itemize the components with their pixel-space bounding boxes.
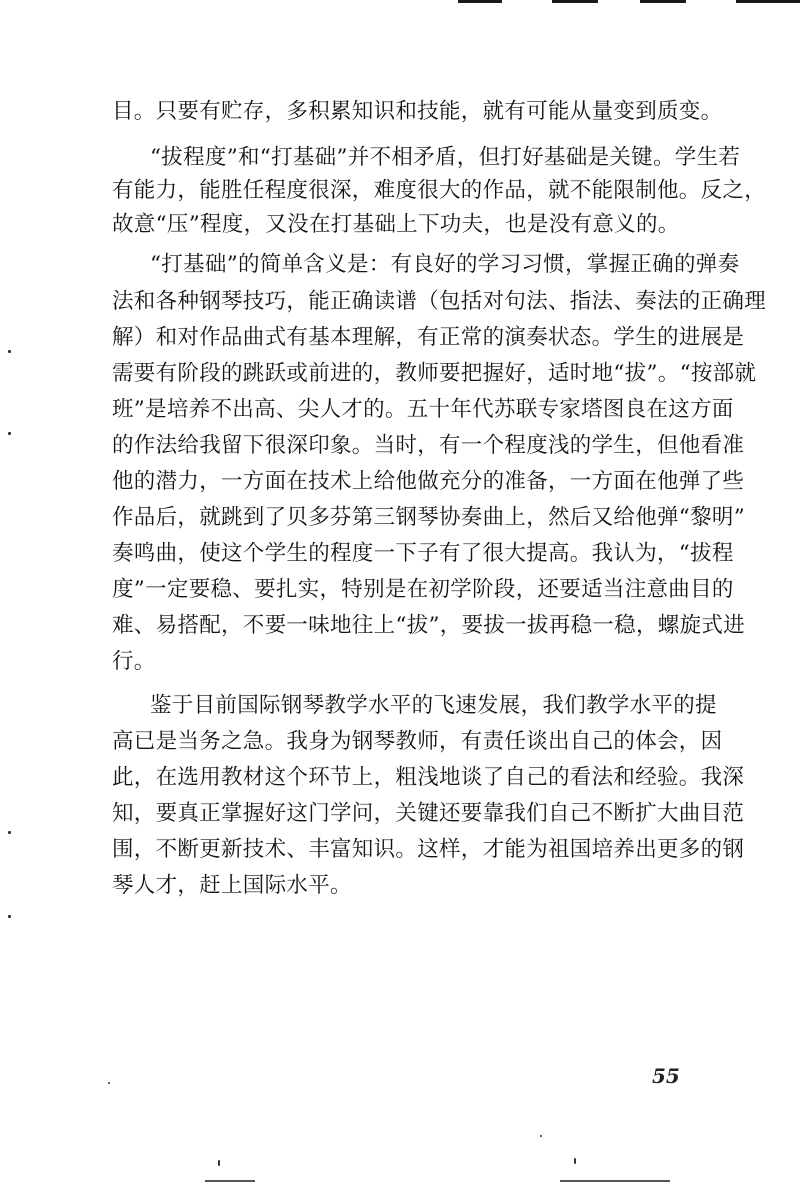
scan-speck xyxy=(205,1180,255,1182)
text-line: 知，要真正掌握好这门学问，关键还要靠我们自己不断扩大曲目范 xyxy=(112,801,745,826)
top-rule xyxy=(736,0,800,3)
scan-speck xyxy=(8,432,11,435)
scan-speck xyxy=(574,1158,576,1164)
scan-speck xyxy=(108,1082,110,1084)
scan-speck xyxy=(8,915,11,918)
text-line: 围，不断更新技术、丰富知识。这样，才能为祖国培养出更多的钢 xyxy=(112,837,745,862)
text-line: 行。 xyxy=(112,649,156,674)
page-number: 55 xyxy=(652,1064,680,1088)
text-line: “拔程度”和“打基础”并不相矛盾，但打好基础是关键。学生若 xyxy=(150,145,741,170)
scan-speck xyxy=(560,1180,670,1182)
scan-speck xyxy=(8,831,11,834)
text-line: 解）和对作品曲式有基本理解，有正常的演奏状态。学生的进展是 xyxy=(112,325,745,350)
scan-speck xyxy=(540,1135,542,1137)
text-line: “打基础”的简单含义是：有良好的学习习惯，掌握正确的弹奏 xyxy=(150,252,740,277)
top-rule xyxy=(458,0,502,3)
text-line: 度”一定要稳、要扎实，特别是在初学阶段，还要适当注意曲目的 xyxy=(112,577,734,602)
text-line: 难、易搭配，不要一味地往上“拔”，要拔一拔再稳一稳，螺旋式进 xyxy=(112,613,745,638)
text-line: 目。只要有贮存，多积累知识和技能，就有可能从量变到质变。 xyxy=(112,99,723,124)
text-line: 高已是当务之急。我身为钢琴教师，有责任谈出自己的体会，因 xyxy=(112,729,723,754)
text-line: 班”是培养不出高、尖人才的。五十年代苏联专家塔图良在这方面 xyxy=(112,397,734,422)
text-line: 的作法给我留下很深印象。当时，有一个程度浅的学生，但他看准 xyxy=(112,433,745,458)
top-rule xyxy=(552,0,598,3)
text-line: 法和各种钢琴技巧，能正确读谱（包括对句法、指法、奏法的正确理 xyxy=(112,289,767,314)
text-line: 此，在选用教材这个环节上，粗浅地谈了自己的看法和经验。我深 xyxy=(112,765,745,790)
text-line: 琴人才，赶上国际水平。 xyxy=(112,873,352,898)
scan-speck xyxy=(8,350,11,353)
text-line: 他的潜力，一方面在技术上给他做充分的准备，一方面在他弹了些 xyxy=(112,469,745,494)
top-rule xyxy=(640,0,686,3)
text-line: 作品后，就跳到了贝多芬第三钢琴协奏曲上，然后又给他弹“黎明” xyxy=(112,505,745,530)
text-line: 奏鸣曲，使这个学生的程度一下子有了很大提高。我认为，“拔程 xyxy=(112,541,734,566)
scan-speck xyxy=(218,1160,220,1166)
text-line: 故意“压”程度，又没在打基础上下功夫，也是没有意义的。 xyxy=(112,212,680,237)
text-line: 需要有阶段的跳跃或前进的，教师要把握好，适时地“拔”。“按部就 xyxy=(112,361,757,386)
text-line: 有能力，能胜任程度很深，难度很大的作品，就不能限制他。反之， xyxy=(112,178,767,203)
text-line: 鉴于目前国际钢琴教学水平的飞速发展，我们教学水平的提 xyxy=(150,693,717,718)
